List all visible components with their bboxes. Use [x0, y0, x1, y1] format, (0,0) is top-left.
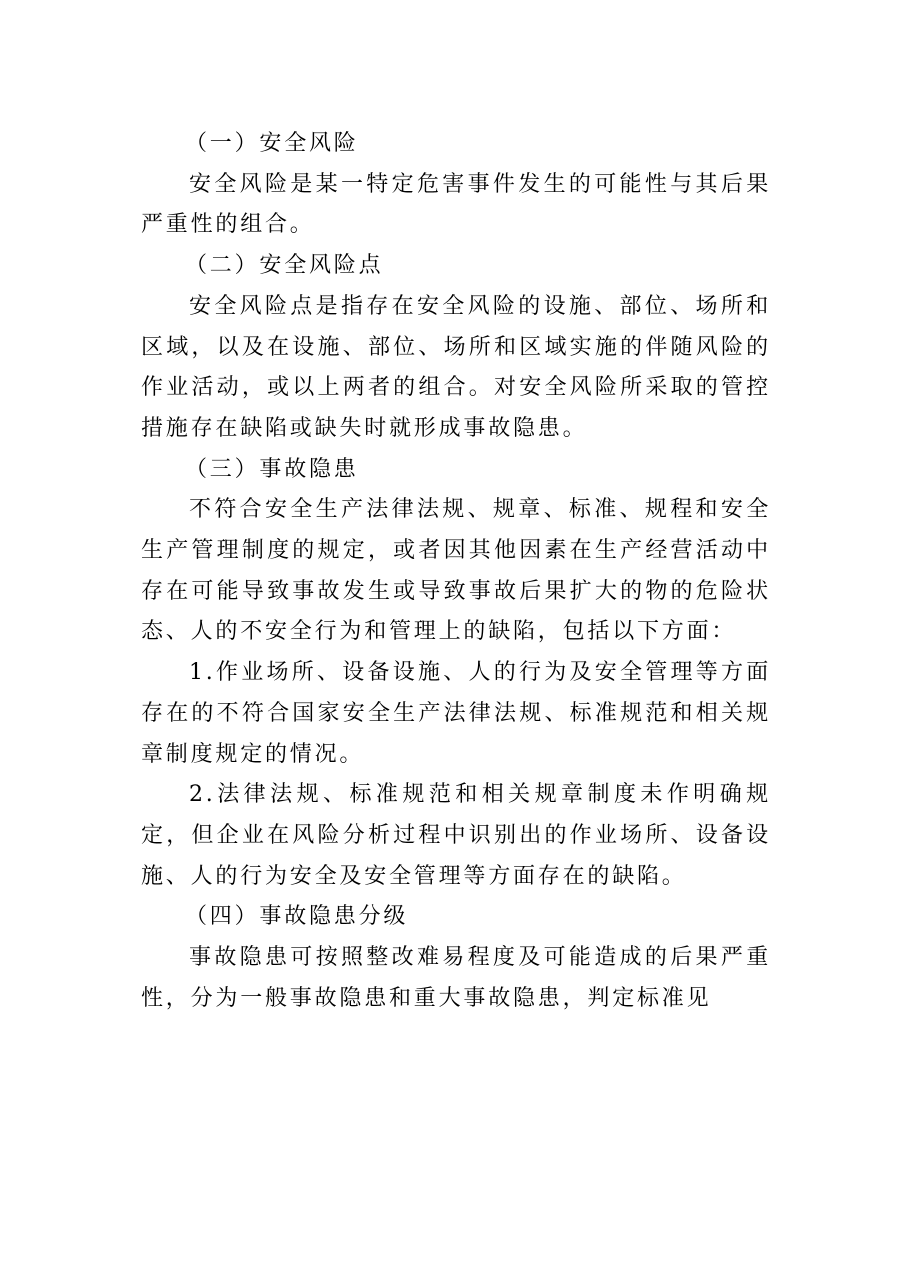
paragraph-4: 事故隐患可按照整改难易程度及可能造成的后果严重性，分为一般事故隐患和重大事故隐患，判定标准见	[141, 945, 771, 1011]
paragraph-2: 安全风险点是指存在安全风险的设施、部位、场所和区域，以及在设施、部位、场所和区域实施的伴随风险的作业活动，或以上两者的组合。对安全风险所采取的管控措施存在缺陷或缺失时就形成事故隐患。	[141, 293, 771, 441]
list-item-1: 1.作业场所、设备设施、人的行为及安全管理等方面存在的不符合国家安全生产法律法规、标准规范和相关规章制度规定的情况。	[141, 660, 771, 767]
list-item-2: 2.法律法规、标准规范和相关规章制度未作明确规定，但企业在风险分析过程中识别出的作业场所、设备设施、人的行为安全及安全管理等方面存在的缺陷。	[141, 782, 771, 889]
section-heading-4: （四）事故隐患分级	[185, 904, 409, 930]
section-heading-1: （一）安全风险	[185, 131, 359, 156]
document-page	[141, 124, 771, 1019]
paragraph-1: 安全风险是某一特定危害事件发生的可能性与其后果严重性的组合。	[141, 171, 771, 238]
paragraph-3: 不符合安全生产法律法规、规章、标准、规程和安全生产管理制度的规定，或者因其他因素在生产经营活动中存在可能导致事故发生或导致事故后果扩大的物的危险状态、人的不安全行为和管理上的缺陷，包括以下方面：	[141, 497, 771, 645]
section-heading-2: （二）安全风险点	[185, 253, 384, 279]
section-heading-3: （三）事故隐患	[185, 456, 359, 482]
